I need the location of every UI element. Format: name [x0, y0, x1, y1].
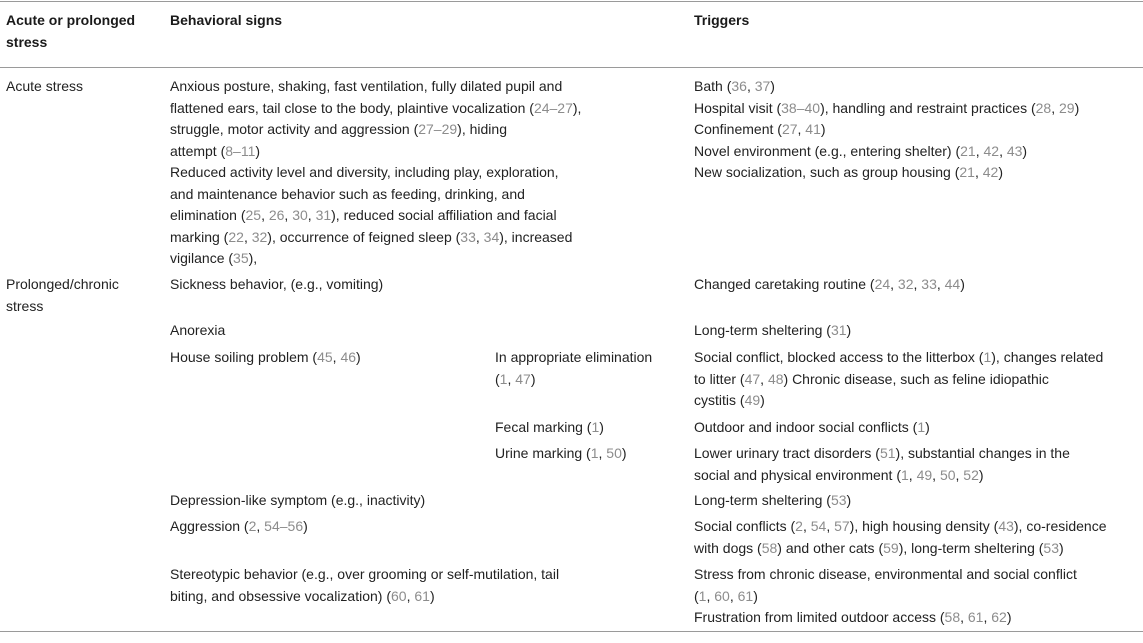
cell-text: ): [1058, 539, 1064, 556]
cell-text: ): [356, 349, 361, 365]
cell-line: [694, 98, 1079, 120]
fecal-marking-signs: [495, 417, 604, 439]
cell-line: [694, 76, 1079, 98]
cell-text: Hospital visit (: [694, 99, 782, 116]
cell-text: Social conflicts (: [694, 518, 796, 534]
row-label-prolonged-line-2: stress: [6, 297, 44, 314]
cell-line: [694, 274, 965, 296]
cell-text: Outdoor and indoor social conflicts (: [694, 419, 918, 435]
inappropriate-elimination-triggers: [694, 347, 1103, 412]
cell-line: [170, 184, 581, 206]
reference-number: 1: [901, 466, 909, 483]
cell-line: [170, 490, 425, 512]
reference-number: 31: [830, 322, 847, 338]
cell-line: [694, 162, 1079, 184]
cell-text: ,: [706, 587, 715, 604]
cell-line: [694, 141, 1079, 163]
cell-text: ,: [1051, 99, 1059, 116]
reference-number: 8–11: [225, 142, 256, 159]
cell-line: [694, 320, 851, 342]
cell-text: ): [760, 392, 765, 408]
reference-number: 22: [228, 228, 244, 245]
cell-line: [170, 564, 559, 586]
cell-text: ): [960, 276, 965, 292]
cell-text: ,: [999, 142, 1007, 159]
reference-number: 60: [391, 587, 407, 604]
cell-text: ), reduced social affiliation and facial: [331, 207, 557, 223]
cell-line: [170, 320, 225, 342]
acute-triggers: [694, 76, 1079, 184]
cell-line: [170, 119, 581, 141]
cell-text: marking (: [170, 228, 229, 245]
sickness-triggers: [694, 274, 965, 296]
cell-text: ), handling and restraint practices (: [820, 99, 1036, 116]
cell-line: [170, 98, 581, 120]
reference-number: 42: [983, 142, 1000, 159]
header-stress-line-1: Acute or prolonged: [6, 12, 136, 28]
cell-line: [170, 76, 581, 98]
fecal-marking-triggers: [694, 417, 930, 439]
reference-number: 61: [967, 609, 984, 625]
cell-text: ): [255, 142, 261, 159]
cell-text: social and physical environment (: [694, 466, 901, 483]
cell-text: ,: [955, 466, 964, 483]
cell-text: ,: [243, 228, 252, 245]
cell-text: ,: [746, 78, 755, 94]
cell-text: ,: [332, 349, 341, 365]
reference-number: 24: [874, 276, 891, 292]
cell-line: [495, 443, 627, 465]
reference-number: 43: [1006, 142, 1023, 159]
cell-text: ,: [983, 609, 992, 625]
cell-text: Reduced activity level and diversity, including play, exploration,: [170, 164, 559, 180]
cell-text: cystitis (: [694, 392, 745, 408]
cell-text: ,: [507, 370, 516, 387]
cell-line: [694, 607, 1077, 629]
cell-text: ): [1074, 99, 1080, 116]
reference-number: 44: [944, 276, 961, 292]
aggression-signs: [170, 516, 308, 538]
cell-text: Fecal marking (: [495, 419, 592, 435]
row-label-acute: Acute stress: [6, 78, 84, 94]
cell-text: ,: [475, 228, 484, 245]
cell-text: ): [303, 518, 308, 534]
cell-text: ): [1022, 142, 1028, 159]
reference-number: 24–27: [533, 99, 573, 116]
cell-text: ),: [248, 250, 258, 266]
house-soiling-signs: [170, 347, 361, 369]
reference-number: 33: [460, 228, 476, 245]
sickness-signs: [170, 274, 383, 296]
reference-number: 47: [744, 370, 761, 387]
row-label-prolonged: [6, 274, 119, 317]
reference-number: 1: [917, 419, 926, 435]
cell-line: [170, 586, 559, 608]
cell-text: ), increased: [499, 228, 573, 245]
reference-number: 1: [591, 419, 600, 435]
top-rule: [0, 1, 1143, 2]
cell-text: House soiling problem (: [170, 349, 318, 365]
cell-text: ,: [307, 207, 316, 223]
cell-text: ), high housing density (: [849, 518, 999, 534]
header-stress: [6, 10, 135, 53]
cell-line: [170, 248, 581, 270]
cell-text: ,: [802, 518, 811, 534]
reference-number: 31: [315, 207, 332, 223]
cell-line: [170, 162, 581, 184]
cell-text: ): [530, 370, 536, 387]
cell-text: ,: [890, 276, 898, 292]
cell-text: ), substantial changes in the: [895, 445, 1070, 461]
reference-number: 45: [317, 349, 333, 365]
reference-number: 37: [754, 78, 771, 94]
reference-number: 42: [982, 164, 999, 180]
cell-text: Bath (: [694, 78, 732, 94]
inappropriate-elimination-signs: [495, 347, 652, 390]
reference-number: 1: [499, 370, 508, 387]
reference-number: 1: [698, 587, 707, 604]
cell-text: struggle, motor activity and aggression (: [170, 121, 419, 137]
cell-line: [694, 490, 851, 512]
reference-number: 2: [248, 518, 257, 534]
cell-line: [694, 516, 1106, 538]
cell-text: ) Chronic disease, such as feline idiopathic: [783, 370, 1049, 387]
cell-text: (: [694, 587, 699, 604]
cell-text: ,: [960, 609, 968, 625]
cell-text: Anorexia: [170, 322, 226, 338]
cell-text: ): [998, 164, 1003, 180]
stereotypic-signs: [170, 564, 559, 607]
cell-line: [170, 274, 383, 296]
cell-text: In appropriate elimination: [495, 349, 653, 365]
reference-number: 50: [939, 466, 956, 483]
reference-number: 1: [590, 445, 599, 461]
reference-number: 30: [292, 207, 308, 223]
reference-number: 54: [810, 518, 827, 534]
reference-number: 58: [761, 539, 778, 556]
reference-number: 53: [1043, 539, 1059, 556]
reference-number: 61: [737, 587, 754, 604]
cell-text: and maintenance behavior such as feeding, drinking, and: [170, 185, 525, 202]
cell-text: Frustration from limited outdoor access (: [694, 609, 945, 625]
cell-text: ) and other cats (: [777, 539, 884, 556]
reference-number: 29: [1059, 99, 1075, 116]
cell-text: ,: [729, 587, 738, 604]
header-rule: [0, 67, 1143, 68]
reference-number: 38–40: [781, 99, 821, 116]
reference-number: 32: [251, 228, 268, 245]
stereotypic-triggers: [694, 564, 1077, 629]
cell-text: Urine marking (: [495, 445, 591, 461]
reference-number: 47: [515, 370, 531, 387]
reference-number: 58: [944, 609, 961, 625]
reference-number: 52: [963, 466, 979, 483]
reference-number: 34: [483, 228, 500, 245]
cell-line: [170, 347, 361, 369]
reference-number: 27: [781, 121, 798, 137]
urine-marking-signs: [495, 443, 627, 465]
cell-text: ), occurrence of feigned sleep (: [267, 228, 461, 245]
reference-number: 28: [1035, 99, 1052, 116]
cell-text: ): [753, 587, 758, 604]
reference-number: 54–56: [264, 518, 304, 534]
reference-number: 62: [991, 609, 1007, 625]
depression-triggers: [694, 490, 851, 512]
cell-text: ,: [908, 466, 917, 483]
reference-number: 2: [795, 518, 803, 534]
reference-number: 50: [606, 445, 622, 461]
cell-text: New socialization, such as group housing (: [694, 164, 960, 180]
row-label-prolonged-line-1: Prolonged/chronic: [6, 276, 119, 292]
cell-text: Novel environment (e.g., entering shelter) (: [694, 142, 961, 159]
cell-text: Sickness behavior, (e.g., vomiting): [170, 276, 384, 292]
cell-text: attempt (: [170, 142, 226, 159]
cell-text: ,: [932, 466, 940, 483]
reference-number: 43: [998, 518, 1014, 534]
reference-number: 57: [834, 518, 850, 534]
reference-number: 51: [879, 445, 896, 461]
reference-number: 1: [983, 349, 992, 365]
reference-number: 49: [744, 392, 761, 408]
cell-text: ,: [261, 207, 269, 223]
cell-line: [694, 586, 1077, 608]
cell-line: [170, 516, 308, 538]
cell-text: Long-term sheltering (: [694, 322, 831, 338]
cell-line: [694, 390, 1103, 412]
cell-text: ,: [826, 518, 835, 534]
reference-number: 21: [960, 142, 976, 159]
cell-text: ), co-residence: [1013, 518, 1107, 534]
cell-text: ,: [936, 276, 945, 292]
reference-number: 33: [921, 276, 937, 292]
cell-text: ), hiding: [457, 121, 507, 137]
cell-text: ): [599, 419, 604, 435]
reference-number: 32: [897, 276, 914, 292]
header-triggers: Triggers: [694, 12, 750, 28]
cell-text: ,: [406, 587, 415, 604]
reference-number: 36: [731, 78, 747, 94]
anorexia-triggers: [694, 320, 851, 342]
cell-text: Aggression (: [170, 518, 249, 534]
cell-text: ,: [974, 164, 983, 180]
reference-number: 61: [414, 587, 430, 604]
cell-text: ): [846, 492, 852, 508]
reference-number: 21: [959, 164, 975, 180]
cell-line: [694, 538, 1106, 560]
cell-text: ): [1006, 609, 1012, 625]
reference-number: 26: [268, 207, 285, 223]
cell-text: ): [429, 587, 435, 604]
cell-text: vigilance (: [170, 250, 234, 266]
reference-number: 27–29: [418, 121, 458, 137]
cell-text: ,: [256, 518, 265, 534]
cell-text: flattened ears, tail close to the body, plaintive vocalization (: [170, 99, 534, 116]
cell-text: ,: [975, 142, 984, 159]
cell-text: ,: [797, 121, 806, 137]
cell-text: Confinement (: [694, 121, 782, 137]
cell-text: ,: [913, 276, 922, 292]
cell-line: [694, 443, 1070, 465]
cell-text: Long-term sheltering (: [694, 492, 831, 508]
cell-text: ): [621, 445, 627, 461]
aggression-triggers: [694, 516, 1106, 559]
cell-text: ): [846, 322, 852, 338]
cell-text: Social conflict, blocked access to the litterbox (: [694, 349, 984, 365]
cell-text: Changed caretaking routine (: [694, 276, 875, 292]
reference-number: 53: [830, 492, 847, 508]
cell-text: ,: [284, 207, 293, 223]
anorexia-signs: [170, 320, 225, 342]
cell-line: [694, 564, 1077, 586]
reference-number: 35: [233, 250, 249, 266]
cell-text: Anxious posture, shaking, fast ventilation, fully dilated pupil and: [170, 78, 563, 94]
cell-line: [694, 119, 1079, 141]
cell-line: [170, 141, 581, 163]
cell-text: ),: [572, 99, 582, 116]
header-stress-line-2: stress: [6, 33, 48, 50]
reference-number: 60: [714, 587, 730, 604]
header-signs: Behavioral signs: [170, 12, 283, 28]
reference-number: 48: [767, 370, 784, 387]
cell-text: ): [820, 121, 826, 137]
cell-line: [694, 347, 1103, 369]
cell-text: ), changes related: [991, 349, 1104, 365]
cell-text: ,: [760, 370, 768, 387]
cell-line: [495, 417, 604, 439]
cell-text: Stress from chronic disease, environmental and social conflict: [694, 566, 1077, 582]
cell-line: [694, 369, 1103, 391]
cell-line: [170, 205, 581, 227]
bottom-rule: [0, 631, 1143, 632]
reference-number: 59: [883, 539, 899, 556]
acute-signs: [170, 76, 581, 270]
cell-text: ): [770, 78, 775, 94]
cell-text: (: [495, 370, 500, 387]
cell-text: with dogs (: [694, 539, 762, 556]
reference-number: 41: [805, 121, 821, 137]
cell-text: ), long-term sheltering (: [898, 539, 1044, 556]
reference-number: 49: [916, 466, 933, 483]
cell-text: to litter (: [694, 370, 745, 387]
cell-line: [495, 347, 652, 369]
cell-line: [495, 369, 652, 391]
reference-number: 25: [245, 207, 262, 223]
cell-line: [694, 417, 930, 439]
reference-number: 46: [340, 349, 357, 365]
cell-text: ): [925, 419, 930, 435]
cell-line: [694, 465, 1070, 487]
depression-signs: [170, 490, 425, 512]
cell-text: Lower urinary tract disorders (: [694, 445, 880, 461]
cell-text: biting, and obsessive vocalization) (: [170, 587, 392, 604]
cell-line: [170, 227, 581, 249]
cell-text: Depression-like symptom (e.g., inactivity): [170, 492, 426, 508]
cell-text: ): [978, 466, 984, 483]
cell-text: Stereotypic behavior (e.g., over grooming or self-mutilation, tail: [170, 566, 560, 582]
cell-text: ,: [598, 445, 607, 461]
urine-marking-triggers: [694, 443, 1070, 486]
cell-text: elimination (: [170, 207, 246, 223]
